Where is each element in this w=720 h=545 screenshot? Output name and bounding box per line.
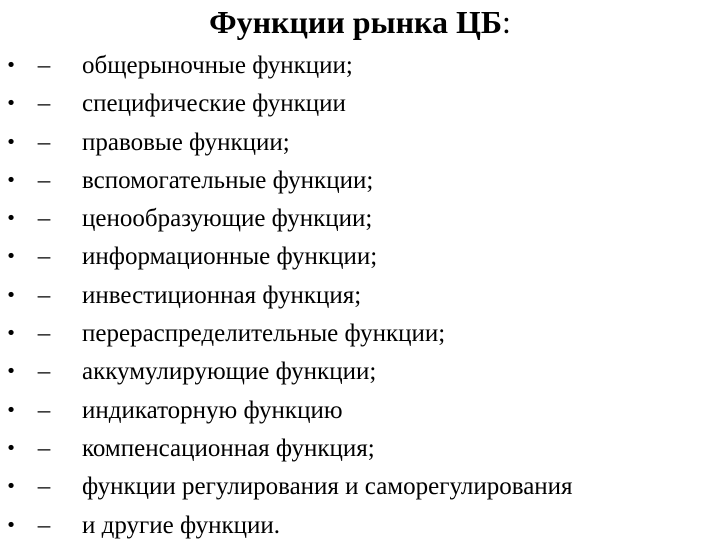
list-item bbox=[0, 200, 720, 238]
list-item-text: и другие функции. bbox=[82, 511, 280, 539]
dash-marker: – bbox=[37, 166, 51, 194]
list-item-text: специфические функции bbox=[82, 90, 346, 118]
list-item bbox=[0, 430, 720, 468]
list-item bbox=[0, 507, 720, 545]
bullet-icon: • bbox=[5, 55, 17, 76]
bullet-icon: • bbox=[5, 361, 17, 383]
list-item-text: компенсационная функция; bbox=[82, 434, 375, 462]
functions-list bbox=[0, 47, 720, 545]
list-item bbox=[0, 238, 720, 276]
dash-marker: – bbox=[37, 320, 51, 348]
list-item-text: аккумулирующие функции; bbox=[82, 358, 377, 386]
bullet-icon: • bbox=[5, 514, 17, 536]
bullet-icon: • bbox=[5, 169, 17, 191]
dash-marker: – bbox=[37, 90, 51, 118]
list-item bbox=[0, 392, 720, 430]
dash-marker: – bbox=[37, 434, 51, 462]
list-item-text: функции регулирования и саморегулирования bbox=[82, 473, 573, 501]
dash-marker: – bbox=[37, 511, 51, 539]
list-item-text: ценообразующие функции; bbox=[82, 205, 373, 233]
dash-marker: – bbox=[37, 473, 51, 501]
slide-title-colon: : bbox=[502, 4, 511, 40]
list-item-text: общерыночные функции; bbox=[82, 52, 353, 79]
bullet-icon: • bbox=[5, 476, 17, 498]
list-item bbox=[0, 277, 720, 315]
dash-marker: – bbox=[37, 128, 51, 156]
list-item-text: индикаторную функцию bbox=[82, 396, 343, 424]
dash-marker: – bbox=[37, 52, 51, 79]
dash-marker: – bbox=[37, 358, 51, 386]
list-item bbox=[0, 315, 720, 353]
dash-marker: – bbox=[37, 396, 51, 424]
slide-title-text: Функции рынка ЦБ bbox=[209, 4, 502, 40]
dash-marker: – bbox=[37, 243, 51, 271]
list-item bbox=[0, 85, 720, 123]
list-item-text: вспомогательные функции; bbox=[82, 166, 374, 194]
bullet-icon: • bbox=[5, 131, 17, 153]
bullet-icon: • bbox=[5, 208, 17, 230]
bullet-icon: • bbox=[5, 246, 17, 268]
list-item bbox=[0, 47, 720, 85]
dash-marker: – bbox=[37, 281, 51, 309]
bullet-icon: • bbox=[5, 437, 17, 459]
list-item bbox=[0, 468, 720, 506]
bullet-icon: • bbox=[5, 323, 17, 345]
list-item-text: перераспределительные функции; bbox=[82, 320, 446, 348]
slide-title bbox=[0, 2, 720, 42]
list-item bbox=[0, 353, 720, 391]
list-item-text: информационные функции; bbox=[82, 243, 378, 271]
bullet-icon: • bbox=[5, 399, 17, 421]
list-item-text: инвестиционная функция; bbox=[82, 281, 362, 309]
list-item bbox=[0, 162, 720, 200]
dash-marker: – bbox=[37, 205, 51, 233]
list-item bbox=[0, 124, 720, 162]
bullet-icon: • bbox=[5, 93, 17, 115]
list-item-text: правовые функции; bbox=[82, 128, 290, 156]
bullet-icon: • bbox=[5, 284, 17, 306]
